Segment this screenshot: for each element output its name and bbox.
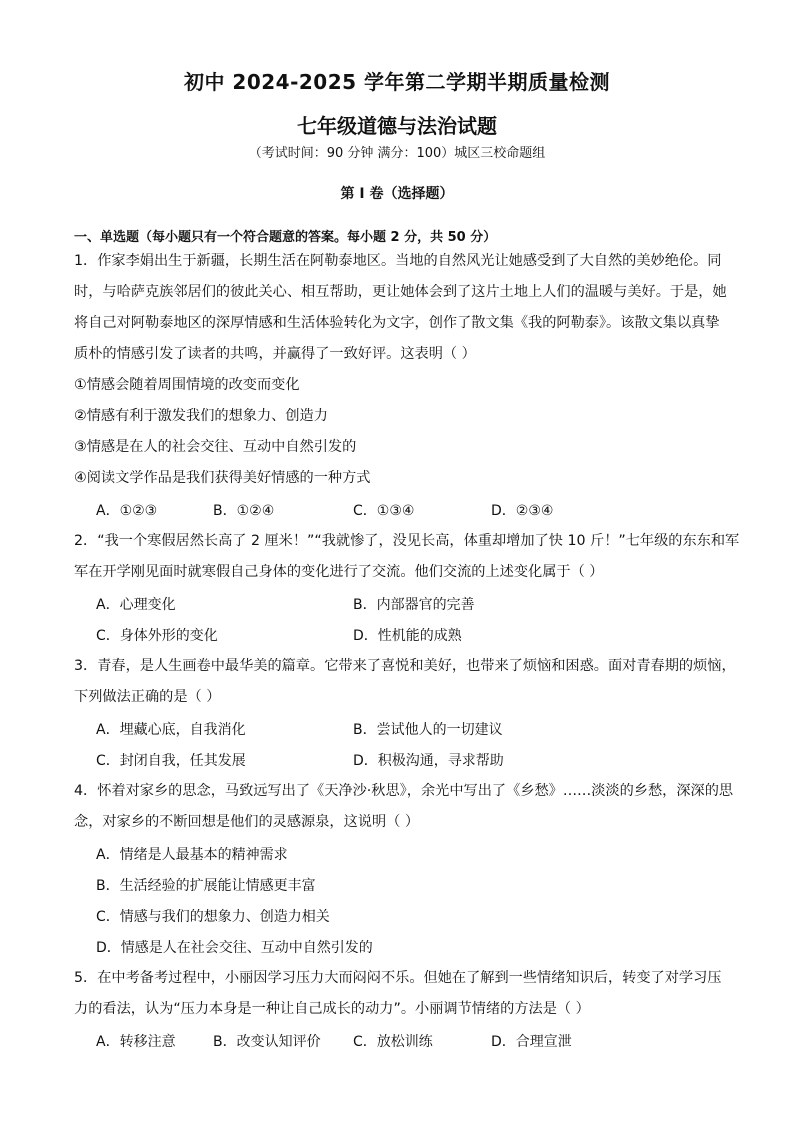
statement: ④阅读文学作品是我们获得美好情感的一种方式 <box>74 470 371 486</box>
statement: ③情感是在人的社会交往、互动中自然引发的 <box>74 439 357 455</box>
option-b: B．生活经验的扩展能让情感更丰富 <box>96 878 316 894</box>
question-text-line: 军在开学刚见面时就寒假自己身体的变化进行了交流。他们交流的上述变化属于（ ） <box>74 564 604 580</box>
section-title: 第 I 卷（选择题） <box>340 186 454 202</box>
option-d: D．情感是人在社会交往、互动中自然引发的 <box>96 940 373 956</box>
option-b: B．内部器官的完善 <box>353 597 475 613</box>
option-b: B．尝试他人的一切建议 <box>353 722 503 738</box>
option-d: D．合理宣泄 <box>491 1034 572 1050</box>
question-text-line: 质朴的情感引发了读者的共鸣，并赢得了一致好评。这表明（ ） <box>74 346 476 362</box>
exam-info: （考试时间：90 分钟 满分：100）城区三校命题组 <box>248 146 546 161</box>
exam-subject-title: 七年级道德与法治试题 <box>297 114 497 138</box>
option-a: A．心理变化 <box>96 597 176 613</box>
option-d: D．②③④ <box>491 503 554 519</box>
part-heading: 一、单选题（每小题只有一个符合题意的答案。每小题 2 分，共 50 分） <box>74 230 497 245</box>
option-a: A．①②③ <box>96 503 158 519</box>
option-a: A．转移注意 <box>96 1034 176 1050</box>
option-d: D．性机能的成熟 <box>353 628 462 644</box>
option-a: A．埋藏心底，自我消化 <box>96 722 246 738</box>
question-text-line: 3．青春，是人生画卷中最华美的篇章。它带来了喜悦和美好，也带来了烦恼和困惑。面对青春期的烦恼， <box>74 658 736 674</box>
question-text-line: 将自己对阿勒泰地区的深厚情感和生活体验转化为文字，创作了散文集《我的阿勒泰》。该散文集以真挚 <box>74 315 720 331</box>
question-text-line: 1．作家李娟出生于新疆，长期生活在阿勒泰地区。当地的自然风光让她感受到了大自然的美妙绝伦。同 <box>74 253 722 269</box>
option-c: C．封闭自我，任其发展 <box>96 753 246 769</box>
option-c: C．放松训练 <box>353 1034 433 1050</box>
option-c: C．情感与我们的想象力、创造力相关 <box>96 909 330 925</box>
question-text-line: 下列做法正确的是（ ） <box>74 689 221 705</box>
question-text-line: 念，对家乡的不断回想是他们的灵感源泉，这说明（ ） <box>74 814 420 830</box>
option-c: C．身体外形的变化 <box>96 628 218 644</box>
statement: ①情感会随着周围情境的改变而变化 <box>74 377 300 393</box>
question-text-line: 5．在中考备考过程中，小丽因学习压力大而闷闷不乐。但她在了解到一些情绪知识后，转变了对学习压 <box>74 970 722 986</box>
question-text-line: 时，与哈萨克族邻居们的彼此关心、相互帮助，更让她体会到了这片土地上人们的温暖与美好。于是，她 <box>74 284 727 300</box>
exam-title: 初中 2024-2025 学年第二学期半期质量检测 <box>183 70 611 94</box>
option-b: B．①②④ <box>213 503 275 519</box>
question-text-line: 2．“我一个寒假居然长高了 2 厘米！”“我就惨了，没见长高，体重却增加了快 10 斤！”七年级的东东和军 <box>74 533 740 549</box>
option-b: B．改变认知评价 <box>213 1034 321 1050</box>
option-d: D．积极沟通，寻求帮助 <box>353 753 504 769</box>
question-text-line: 4．怀着对家乡的思念，马致远写出了《天净沙·秋思》，余光中写出了《乡愁》……淡淡的乡愁，深深的思 <box>74 783 734 799</box>
question-text-line: 力的看法，认为“压力本身是一种让自己成长的动力”。小丽调节情绪的方法是（ ） <box>74 1001 590 1017</box>
option-c: C．①③④ <box>353 503 415 519</box>
statement: ②情感有利于激发我们的想象力、创造力 <box>74 408 328 424</box>
option-a: A．情绪是人最基本的精神需求 <box>96 847 288 863</box>
